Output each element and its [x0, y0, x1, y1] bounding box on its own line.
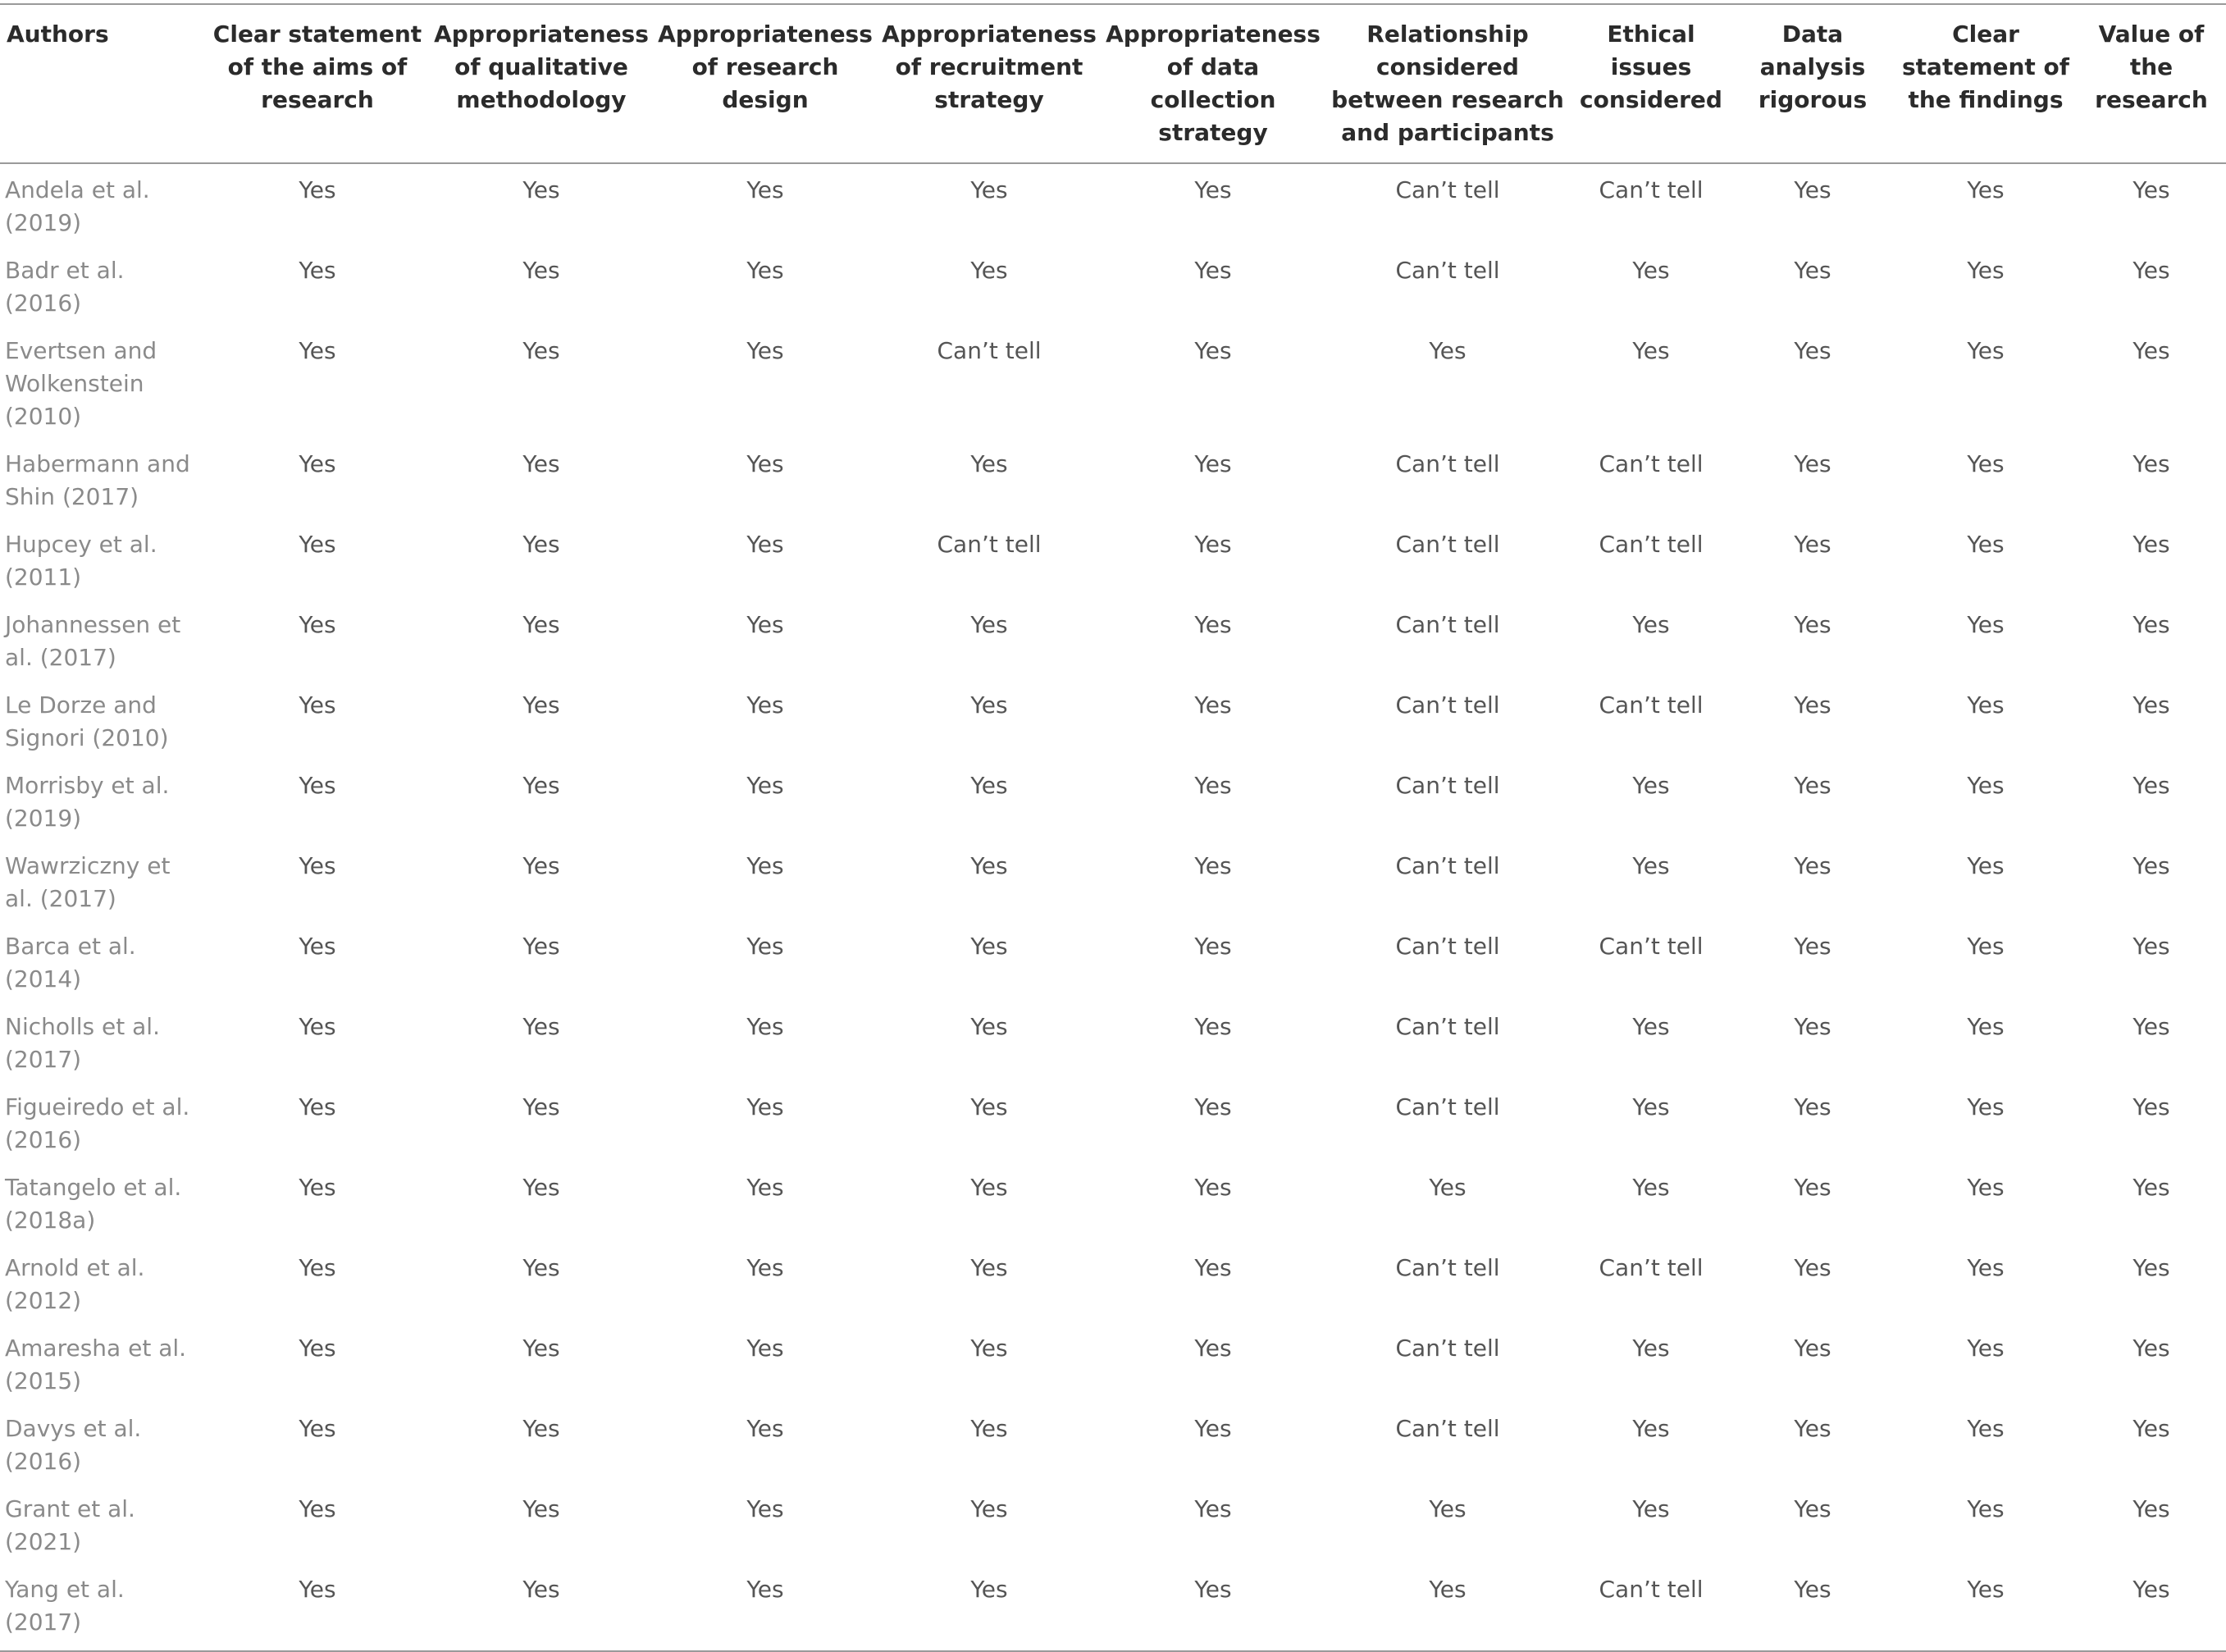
rating-cell: Yes: [1794, 257, 1831, 284]
rating-cell: Yes: [299, 1013, 336, 1040]
rating-cell: Yes: [2077, 1563, 2226, 1651]
rating-cell: Yes: [655, 1563, 876, 1651]
rating-cell: Yes: [299, 337, 336, 364]
rating-cell: Can’t tell: [1395, 1415, 1500, 1442]
column-header: Appropriateness of recruitment strategy: [876, 4, 1102, 163]
rating-cell: Yes: [2132, 1335, 2170, 1362]
rating-cell: Yes: [1429, 1174, 1467, 1201]
rating-cell: Yes: [299, 691, 336, 719]
author-cell: Wawrziczny et al. (2017): [5, 852, 171, 912]
rating-cell: Yes: [2132, 1415, 2170, 1442]
rating-cell: Yes: [1632, 1093, 1670, 1120]
rating-cell: Yes: [1194, 337, 1232, 364]
table-row: [0, 920, 2226, 1001]
rating-cell: Yes: [2132, 691, 2170, 719]
rating-cell: Yes: [1194, 1093, 1232, 1120]
rating-cell: Yes: [970, 611, 1008, 638]
rating-cell: Can’t tell: [1599, 531, 1704, 558]
rating-cell: Yes: [1632, 1174, 1670, 1201]
rating-cell: Can’t tell: [1395, 1013, 1500, 1040]
rating-cell: Yes: [299, 772, 336, 799]
rating-cell: Yes: [970, 1254, 1008, 1281]
rating-cell: Yes: [522, 1174, 560, 1201]
rating-cell: Yes: [299, 1335, 336, 1362]
rating-cell: Yes: [1194, 933, 1232, 960]
rating-cell: Can’t tell: [1395, 1254, 1500, 1281]
table-row: [0, 438, 2226, 518]
author-cell: Johannessen et al. (2017): [5, 611, 181, 671]
rating-cell: Yes: [2132, 1093, 2170, 1120]
rating-cell: Can’t tell: [1395, 611, 1500, 638]
rating-cell: Yes: [970, 1335, 1008, 1362]
table-row: [0, 244, 2226, 325]
rating-cell: Can’t tell: [937, 337, 1042, 364]
table-row: [0, 1322, 2226, 1403]
rating-cell: Yes: [1632, 852, 1670, 879]
author-cell: Tatangelo et al. (2018a): [5, 1174, 182, 1234]
table-row: [0, 518, 2226, 599]
rating-cell: Yes: [2132, 257, 2170, 284]
rating-cell: Can’t tell: [1395, 852, 1500, 879]
rating-cell: Yes: [207, 1563, 428, 1651]
rating-cell: Yes: [970, 852, 1008, 879]
rating-cell: Yes: [1794, 1093, 1831, 1120]
rating-cell: Yes: [970, 933, 1008, 960]
rating-cell: Yes: [970, 1495, 1008, 1522]
rating-cell: Yes: [522, 176, 560, 203]
rating-cell: Yes: [428, 1563, 655, 1651]
rating-cell: Yes: [1194, 1335, 1232, 1362]
rating-cell: Yes: [522, 337, 560, 364]
rating-cell: Yes: [970, 1415, 1008, 1442]
rating-cell: Yes: [1794, 933, 1831, 960]
rating-cell: Yes: [522, 450, 560, 477]
rating-cell: Yes: [1794, 611, 1831, 638]
rating-cell: Yes: [1794, 1174, 1831, 1201]
author-cell: Grant et al. (2021): [5, 1495, 135, 1555]
rating-cell: Yes: [2132, 1254, 2170, 1281]
rating-cell: Yes: [970, 1013, 1008, 1040]
rating-cell: Yes: [2132, 1495, 2170, 1522]
table-row: [0, 1242, 2226, 1322]
rating-cell: Yes: [1794, 1335, 1831, 1362]
rating-cell: Yes: [1967, 772, 2005, 799]
table-row: [0, 679, 2226, 760]
rating-cell: Yes: [1967, 933, 2005, 960]
rating-cell: Yes: [299, 1093, 336, 1120]
rating-cell: Yes: [2132, 772, 2170, 799]
rating-cell: Yes: [1194, 1013, 1232, 1040]
column-header: Value of the research: [2077, 4, 2226, 163]
rating-cell: Yes: [1967, 531, 2005, 558]
rating-cell: Yes: [299, 1495, 336, 1522]
author-cell: Figueiredo et al. (2016): [5, 1093, 190, 1153]
author-cell: Nicholls et al. (2017): [5, 1013, 160, 1073]
quality-appraisal-table: [0, 3, 2226, 1652]
rating-cell: Yes: [2132, 531, 2170, 558]
author-cell: Habermann and Shin (2017): [5, 450, 190, 510]
rating-cell: Yes: [1794, 1495, 1831, 1522]
rating-cell: Yes: [1429, 1495, 1467, 1522]
rating-cell: Yes: [1967, 852, 2005, 879]
rating-cell: Yes: [1794, 691, 1831, 719]
rating-cell: Yes: [1794, 772, 1831, 799]
author-cell: Hupcey et al. (2011): [5, 531, 157, 591]
rating-cell: Can’t tell: [1395, 257, 1500, 284]
rating-cell: Yes: [522, 611, 560, 638]
rating-cell: Yes: [1194, 1174, 1232, 1201]
rating-cell: Yes: [1194, 450, 1232, 477]
author-cell: Morrisby et al. (2019): [5, 772, 170, 832]
rating-cell: Yes: [1967, 1415, 2005, 1442]
rating-cell: Yes: [746, 1254, 784, 1281]
rating-cell: Yes: [522, 1495, 560, 1522]
author-cell: Andela et al. (2019): [5, 176, 150, 236]
rating-cell: Can’t tell: [1395, 176, 1500, 203]
header-row: [0, 4, 2226, 163]
rating-cell: Can’t tell: [1599, 1254, 1704, 1281]
table-row: [0, 599, 2226, 679]
rating-cell: Yes: [1967, 1254, 2005, 1281]
rating-cell: Yes: [1794, 852, 1831, 879]
rating-cell: Yes: [1194, 691, 1232, 719]
rating-cell: Can’t tell: [1395, 531, 1500, 558]
rating-cell: Can’t tell: [1571, 1563, 1731, 1651]
rating-cell: Can’t tell: [1599, 176, 1704, 203]
table-row: [0, 840, 2226, 920]
rating-cell: Yes: [1967, 450, 2005, 477]
rating-cell: Yes: [1632, 1013, 1670, 1040]
author-cell: Le Dorze and Signori (2010): [5, 691, 169, 751]
rating-cell: Yes: [1967, 1335, 2005, 1362]
rating-cell: Yes: [1632, 1415, 1670, 1442]
table-row: [0, 1403, 2226, 1483]
column-header: Data analysis rigorous: [1731, 4, 1895, 163]
rating-cell: Yes: [1895, 1563, 2077, 1651]
rating-cell: Yes: [746, 852, 784, 879]
rating-cell: Yes: [1429, 337, 1467, 364]
rating-cell: Yes: [1632, 772, 1670, 799]
rating-cell: Yes: [1194, 1254, 1232, 1281]
rating-cell: Yes: [522, 1335, 560, 1362]
author-cell: Barca et al. (2014): [5, 933, 136, 993]
column-header: Ethical issues considered: [1571, 4, 1731, 163]
table-row: [0, 1483, 2226, 1563]
column-header: Appropriateness of qualitative methodology: [428, 4, 655, 163]
rating-cell: Yes: [1794, 1254, 1831, 1281]
author-cell: Amaresha et al. (2015): [5, 1335, 187, 1394]
rating-cell: Yes: [2132, 450, 2170, 477]
rating-cell: Yes: [746, 691, 784, 719]
rating-cell: Yes: [970, 1093, 1008, 1120]
column-header: Authors: [0, 4, 207, 163]
rating-cell: Can’t tell: [1599, 450, 1704, 477]
rating-cell: Yes: [299, 852, 336, 879]
rating-cell: Yes: [746, 1174, 784, 1201]
rating-cell: Yes: [2132, 176, 2170, 203]
rating-cell: Yes: [746, 176, 784, 203]
rating-cell: Yes: [1794, 176, 1831, 203]
rating-cell: Yes: [299, 1254, 336, 1281]
table-row: [0, 1161, 2226, 1242]
rating-cell: Yes: [970, 257, 1008, 284]
rating-cell: Can’t tell: [1599, 933, 1704, 960]
table-row: [0, 760, 2226, 840]
rating-cell: Can’t tell: [1395, 691, 1500, 719]
rating-cell: Yes: [299, 933, 336, 960]
rating-cell: Yes: [1632, 337, 1670, 364]
rating-cell: Yes: [1967, 1093, 2005, 1120]
rating-cell: Yes: [970, 691, 1008, 719]
table-row: [0, 325, 2226, 438]
rating-cell: Yes: [299, 257, 336, 284]
column-header: Clear statement of the findings: [1895, 4, 2077, 163]
rating-cell: Yes: [522, 257, 560, 284]
rating-cell: Yes: [1194, 1495, 1232, 1522]
rating-cell: Can’t tell: [937, 531, 1042, 558]
rating-cell: Yes: [299, 611, 336, 638]
rating-cell: Yes: [746, 1335, 784, 1362]
rating-cell: Yes: [1967, 1174, 2005, 1201]
rating-cell: Yes: [1967, 611, 2005, 638]
rating-cell: Can’t tell: [1599, 691, 1704, 719]
rating-cell: Yes: [746, 1093, 784, 1120]
rating-cell: Yes: [746, 933, 784, 960]
rating-cell: Yes: [2132, 852, 2170, 879]
rating-cell: Yes: [522, 1415, 560, 1442]
rating-cell: Yes: [1794, 337, 1831, 364]
rating-cell: Yes: [1632, 611, 1670, 638]
column-header: Clear statement of the aims of research: [207, 4, 428, 163]
rating-cell: Yes: [746, 531, 784, 558]
author-cell: Evertsen and Wolkenstein (2010): [5, 337, 157, 430]
author-cell: Yang et al. (2017): [0, 1563, 207, 1651]
rating-cell: Yes: [1967, 176, 2005, 203]
rating-cell: Yes: [1967, 1013, 2005, 1040]
rating-cell: Yes: [299, 1415, 336, 1442]
rating-cell: Yes: [970, 1174, 1008, 1201]
rating-cell: Yes: [2132, 611, 2170, 638]
rating-cell: Yes: [2132, 1174, 2170, 1201]
rating-cell: Yes: [1794, 450, 1831, 477]
rating-cell: Yes: [299, 450, 336, 477]
rating-cell: Yes: [1967, 691, 2005, 719]
rating-cell: Yes: [1967, 337, 2005, 364]
author-cell: Badr et al. (2016): [5, 257, 125, 317]
rating-cell: Yes: [2132, 337, 2170, 364]
rating-cell: Yes: [1194, 611, 1232, 638]
table-body: [0, 163, 2226, 1651]
rating-cell: Yes: [1794, 1415, 1831, 1442]
table-row: [0, 1001, 2226, 1081]
rating-cell: Yes: [299, 1174, 336, 1201]
rating-cell: Yes: [2132, 933, 2170, 960]
rating-cell: Yes: [1194, 257, 1232, 284]
rating-cell: Yes: [522, 1254, 560, 1281]
rating-cell: Can’t tell: [1395, 1093, 1500, 1120]
rating-cell: Yes: [2132, 1013, 2170, 1040]
rating-cell: Yes: [522, 1013, 560, 1040]
rating-cell: Yes: [522, 691, 560, 719]
column-header: Relationship considered between research and participants: [1324, 4, 1571, 163]
table-row: [0, 163, 2226, 244]
author-cell: Arnold et al. (2012): [5, 1254, 145, 1314]
rating-cell: Yes: [522, 772, 560, 799]
rating-cell: Yes: [746, 772, 784, 799]
rating-cell: Yes: [1194, 531, 1232, 558]
rating-cell: Yes: [746, 611, 784, 638]
rating-cell: Can’t tell: [1395, 772, 1500, 799]
rating-cell: Yes: [1632, 257, 1670, 284]
rating-cell: Yes: [746, 257, 784, 284]
rating-cell: Yes: [1967, 1495, 2005, 1522]
rating-cell: Yes: [299, 176, 336, 203]
rating-cell: Yes: [1967, 257, 2005, 284]
table-row: [0, 1081, 2226, 1161]
rating-cell: Yes: [1102, 1563, 1324, 1651]
rating-cell: Can’t tell: [1395, 933, 1500, 960]
rating-cell: Yes: [522, 852, 560, 879]
rating-cell: Yes: [1194, 772, 1232, 799]
column-header: Appropriateness of research design: [655, 4, 876, 163]
rating-cell: Yes: [1632, 1495, 1670, 1522]
rating-cell: Yes: [1794, 531, 1831, 558]
rating-cell: Yes: [746, 337, 784, 364]
rating-cell: Yes: [522, 933, 560, 960]
rating-cell: Can’t tell: [1395, 450, 1500, 477]
table-row: [0, 1563, 2226, 1651]
rating-cell: Yes: [1731, 1563, 1895, 1651]
rating-cell: Yes: [1632, 1335, 1670, 1362]
rating-cell: Yes: [746, 1495, 784, 1522]
rating-cell: Can’t tell: [1395, 1335, 1500, 1362]
rating-cell: Yes: [970, 772, 1008, 799]
rating-cell: Yes: [1324, 1563, 1571, 1651]
rating-cell: Yes: [1194, 1415, 1232, 1442]
rating-cell: Yes: [970, 450, 1008, 477]
author-cell: Davys et al. (2016): [5, 1415, 142, 1475]
rating-cell: Yes: [1794, 1013, 1831, 1040]
rating-cell: Yes: [876, 1563, 1102, 1651]
rating-cell: Yes: [970, 176, 1008, 203]
rating-cell: Yes: [1194, 852, 1232, 879]
rating-cell: Yes: [746, 450, 784, 477]
rating-cell: Yes: [1194, 176, 1232, 203]
column-header: Appropriateness of data collection strategy: [1102, 4, 1324, 163]
rating-cell: Yes: [746, 1013, 784, 1040]
rating-cell: Yes: [522, 1093, 560, 1120]
rating-cell: Yes: [299, 531, 336, 558]
rating-cell: Yes: [522, 531, 560, 558]
rating-cell: Yes: [746, 1415, 784, 1442]
